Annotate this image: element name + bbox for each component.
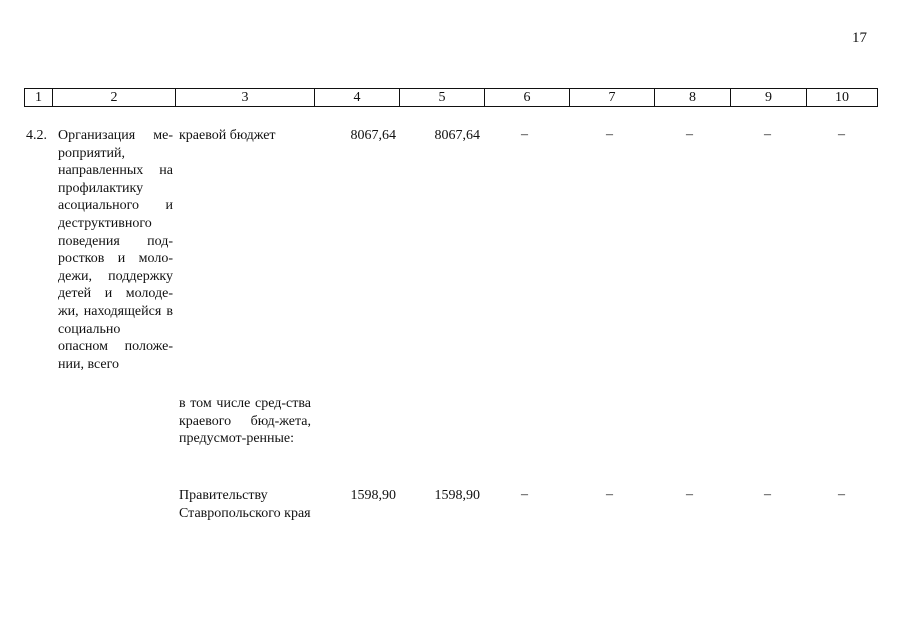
value-col-8: – <box>686 127 693 142</box>
column-header-7: 7 <box>570 89 655 107</box>
column-header-10: 10 <box>807 89 878 107</box>
value-col-7: – <box>606 127 613 142</box>
column-header-9: 9 <box>731 89 807 107</box>
recipient-name: Правительству Ставропольского края <box>179 488 311 521</box>
sub-value-col-7: – <box>606 487 613 502</box>
column-header-2: 2 <box>53 89 176 107</box>
column-header-3: 3 <box>176 89 315 107</box>
value-col-5: 8067,64 <box>434 128 480 143</box>
row-number: 4.2. <box>26 128 47 143</box>
value-col-9: – <box>764 127 771 142</box>
page-number: 17 <box>852 30 867 46</box>
sub-value-col-9: – <box>764 487 771 502</box>
column-header-1: 1 <box>25 89 53 107</box>
value-col-4: 8067,64 <box>350 128 396 143</box>
sub-value-col-8: – <box>686 487 693 502</box>
value-col-6: – <box>521 127 528 142</box>
activity-name: Организация ме-роприятий, направленных на профилактику асоциального и деструктивного поведения под-ростков и моло-дежи, поддержку детей и молоде-жи, находящейся в социально опасном положе-нии, всего <box>58 128 173 372</box>
sub-value-col-10: – <box>838 487 845 502</box>
sub-value-col-5: 1598,90 <box>434 488 480 503</box>
sub-value-col-4: 1598,90 <box>350 488 396 503</box>
column-header-4: 4 <box>315 89 400 107</box>
value-col-10: – <box>838 127 845 142</box>
including-label: в том числе сред-ства краевого бюд-жета, предусмот-ренные: <box>179 396 311 447</box>
sub-value-col-6: – <box>521 487 528 502</box>
column-number-header-row <box>24 88 878 107</box>
column-header-5: 5 <box>400 89 485 107</box>
column-header-8: 8 <box>655 89 731 107</box>
column-header-6: 6 <box>485 89 570 107</box>
funding-source: краевой бюджет <box>179 128 276 143</box>
